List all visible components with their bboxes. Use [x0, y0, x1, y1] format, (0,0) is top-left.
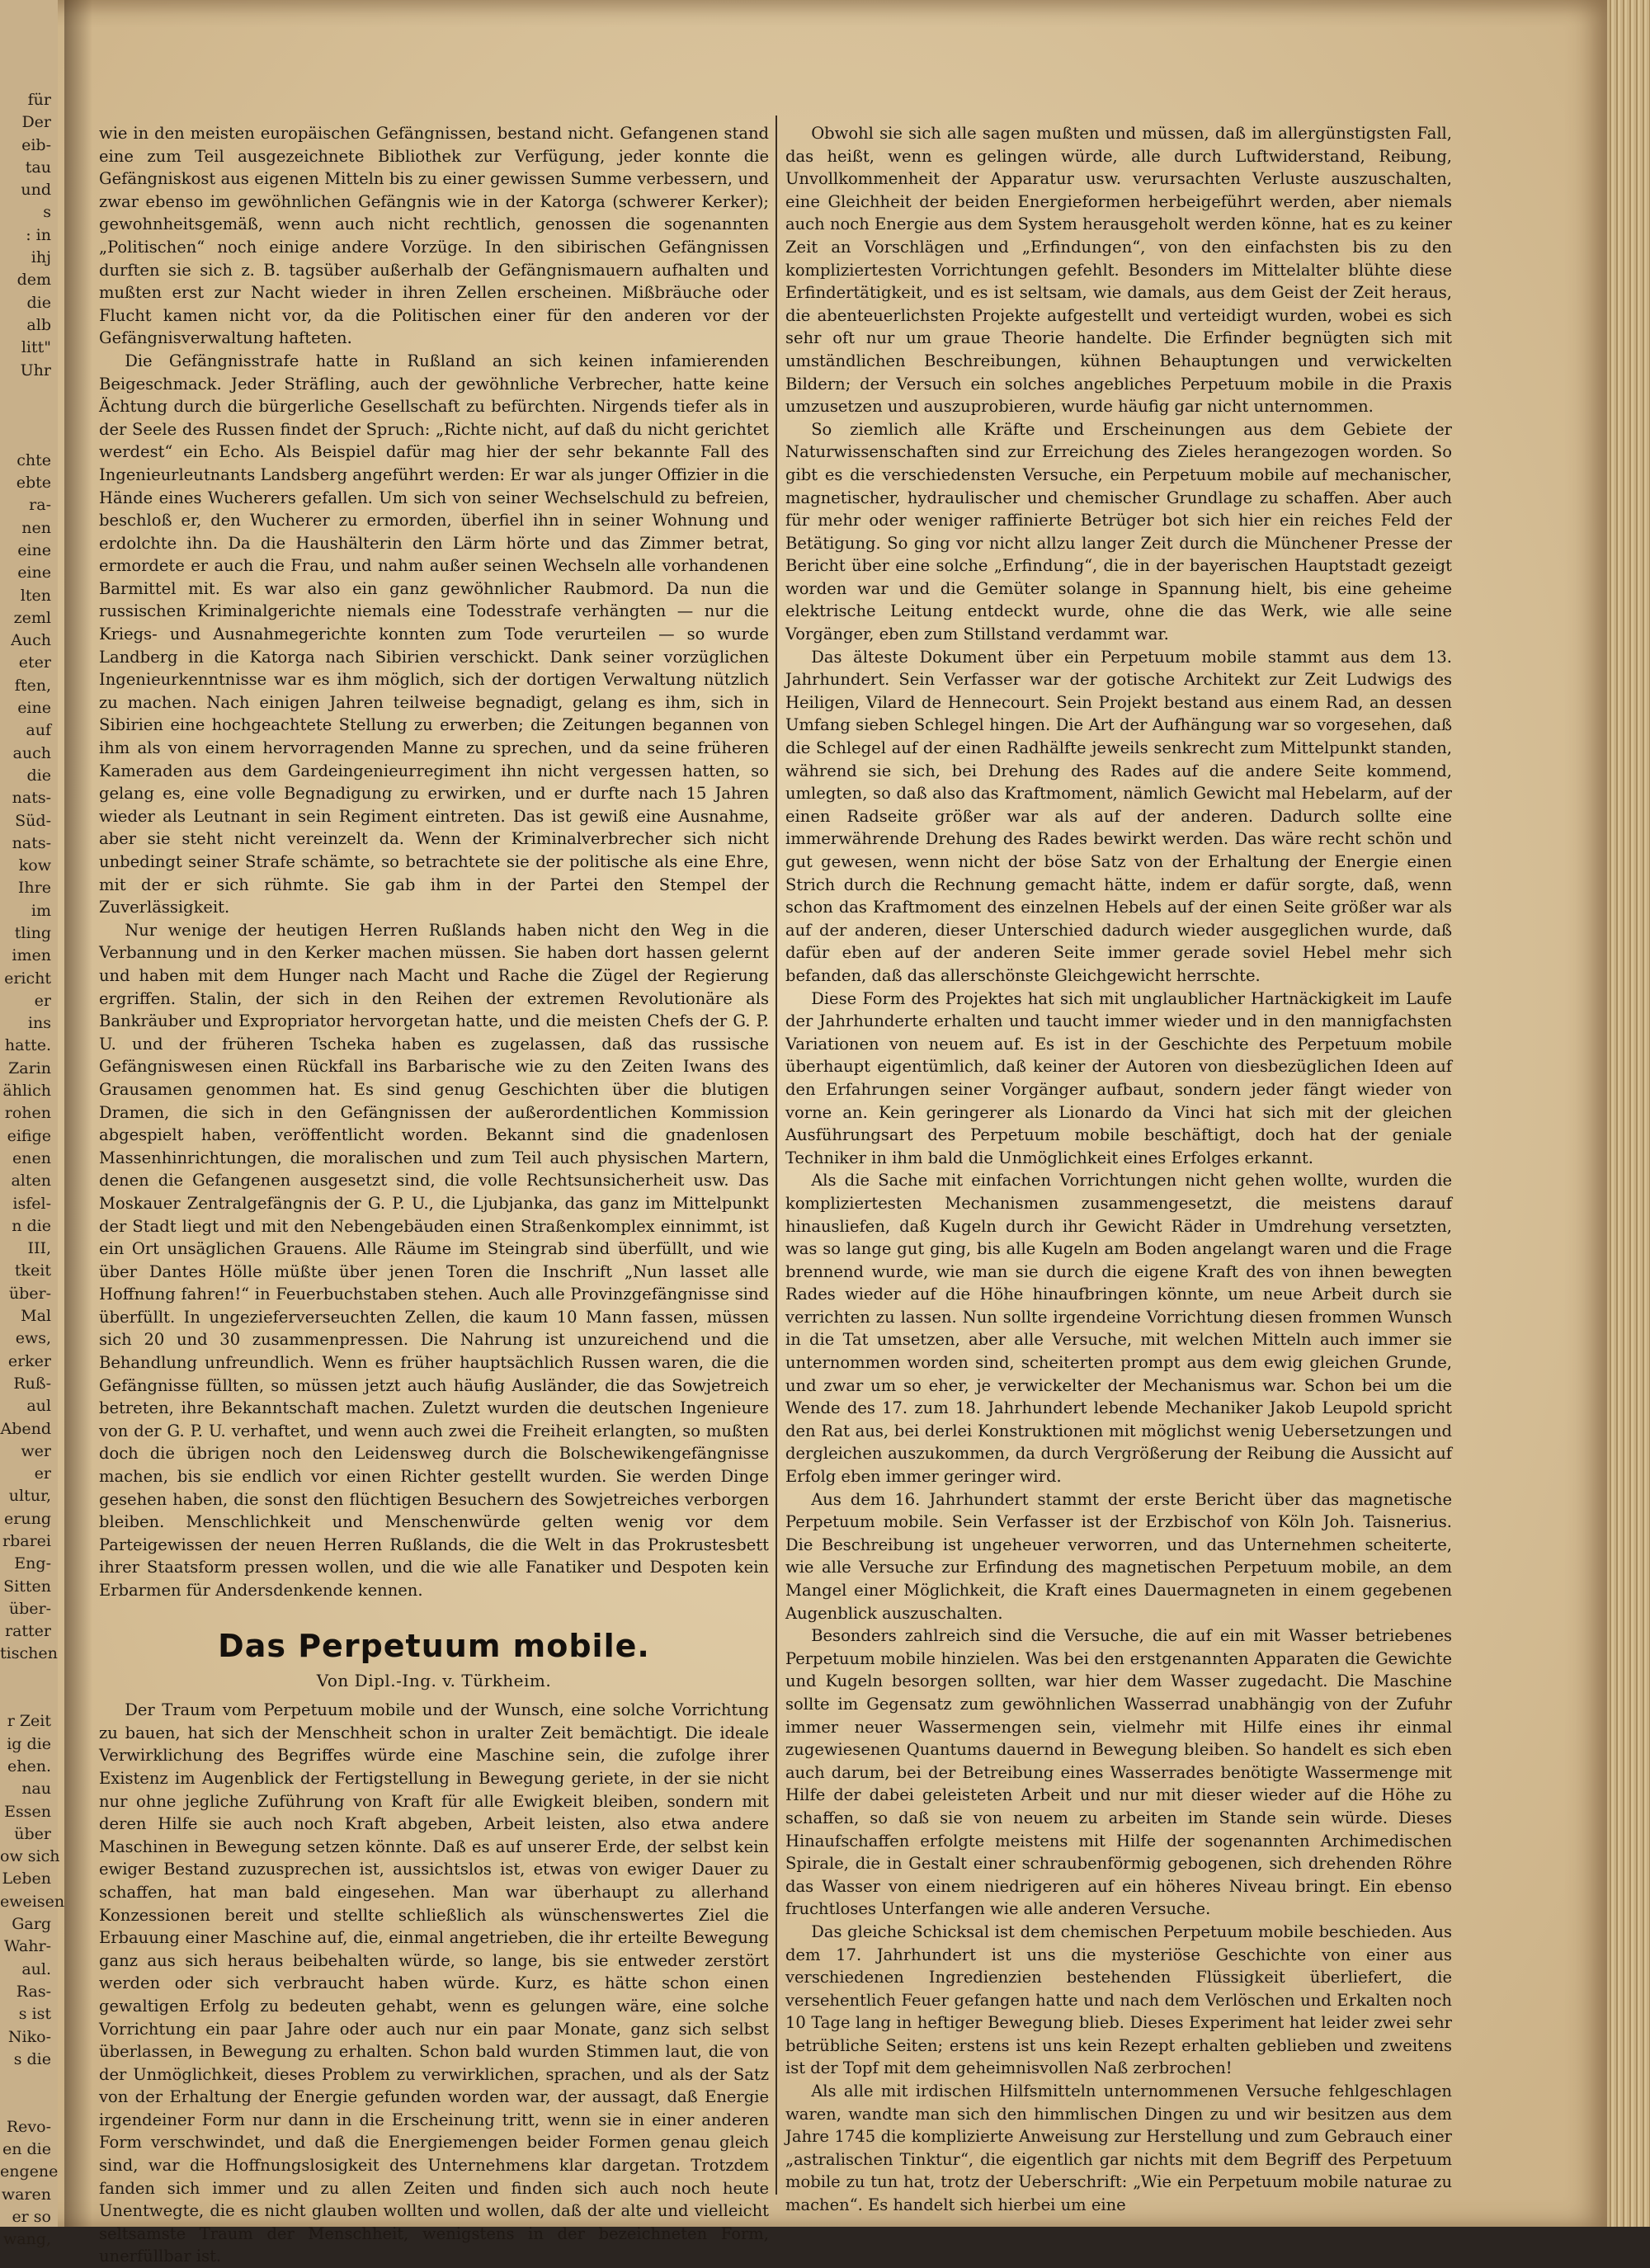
- margin-fragment: für: [27, 91, 51, 109]
- article-title: Das Perpetuum mobile.: [218, 1627, 650, 1664]
- margin-fragment: tkeit: [14, 1261, 51, 1280]
- margin-fragment: wer: [21, 1441, 51, 1460]
- left-paragraph-2: Die Gefängnisstrafe hatte in Rußland an sich keinen infamierenden Beigeschmack. Jeder Sträfling, auch der gewöhnliche Verbrecher, hatte keine Ächtung durch die bürgerliche Gesellschaft zu befürchten. Nirgends tiefer als in der Seele des Russen findet der Spruch: „Richte nicht, auf daß du nicht gerichtet werdest“ ein Echo. Als Beispiel dafür mag hier der sehr bekannte Fall des Ingenieurleutnants Landsberg angeführt werden: Er war als junger Offizier in die Hände eines Wucherers gefallen. Um sich von seiner Wechselschuld zu befreien, beschloß er, den Wucherer zu ermorden, überfiel ihn in seiner Wohnung und erdolchte ihn. Da die Haushälterin den Lärm hörte und das Zimmer betrat, ermordete er auch die Frau, und nahm außer seinen Wechseln alle vorhandenen Barmittel mit. Es war also ein ganz gewöhnlicher Raubmord. Da nun die russischen Kriminalgerichte niemals eine Todesstrafe verhängten — nur die Kriegs- und Ausnahmegerichte konnten zum Tode verurteilen — so wurde Landberg in die Katorga nach Sibirien verschickt. Dank seiner vorzüglichen Ingenieurkenntnisse war es ihm möglich, sich der dortigen Verwaltung nützlich zu machen. Nach einigen Jahren teilweise begnadigt, gelang es ihm, sich in Sibirien eine hochgeachtete Stellung zu erwerben; die Zeitungen begannen von ihm als von einem hervorragenden Manne zu sprechen, und da seine früheren Kameraden aus dem Gardeingenieurregiment ihn nicht vergessen hatten, so gelang es, eine volle Begnadigung zu erwirken, und er durfte nach 15 Jahren wieder als Leutnant in sein Regiment eintreten. Das ist gewiß eine Ausnahme, aber sie steht nicht vereinzelt da. Wenn der Kriminalverbrecher sich nicht unbedingt seiner Strafe schämte, so betrachtete sie der politische als eine Ehre, mit der er sich rühmte. Sie gab ihm in der Partei den Stempel der Zuverlässigkeit.: [99, 351, 769, 917]
- margin-fragment: Mal: [21, 1307, 51, 1326]
- margin-fragment: ews,: [15, 1329, 51, 1348]
- margin-fragment: [0, 1666, 51, 1688]
- margin-fragment: tau: [25, 158, 51, 177]
- margin-fragment: alb: [26, 315, 51, 334]
- margin-fragment: im: [31, 901, 51, 920]
- margin-fragment: Der: [21, 113, 51, 132]
- margin-fragment: [0, 404, 51, 427]
- right-column: [785, 122, 1452, 2215]
- margin-fragment: Ruß-: [13, 1374, 51, 1393]
- margin-fragment: chte: [16, 450, 51, 469]
- margin-fragment: er: [34, 991, 51, 1010]
- margin-fragment: ählich: [2, 1082, 51, 1101]
- margin-fragment: [0, 1688, 51, 1710]
- margin-fragment: hatte.: [4, 1036, 51, 1055]
- margin-fragment: eib-: [21, 135, 51, 154]
- left-column: [99, 122, 769, 2266]
- margin-fragment: ericht: [4, 969, 51, 988]
- margin-fragment: isfel-: [12, 1194, 51, 1213]
- margin-fragment: ihj: [31, 248, 51, 267]
- margin-fragment: er so: [12, 2207, 51, 2226]
- margin-fragment: erung: [4, 1509, 51, 1528]
- margin-fragment: s ist: [18, 2005, 51, 2024]
- margin-fragment: eine: [17, 699, 51, 718]
- margin-fragment: Ihre: [17, 879, 51, 898]
- binding-gutter-shadow: [64, 0, 92, 2227]
- right-paragraph-8: Das gleiche Schicksal ist dem chemischen Perpetuum mobile beschieden. Aus dem 17. Jahrhundert ist uns die mysteriöse Geschichte von einer aus verschiedenen Ingredienzien bestehenden Flüssigkeit überliefert, die versehentlich Feuer gefangen hatte und nach dem Verlöschen und Erkalten noch 10 Tage lang in heftiger Bewegung blieb. Dieses Experiment hat leider zwei sehr betrübliche Seiten; erstens ist uns kein Rezept erhalten geblieben und zweitens ist der Topf mit dem geheimnisvollen Naß zerbrochen!: [785, 1921, 1452, 2078]
- margin-fragment: kow: [18, 856, 51, 875]
- margin-fragment: Zarin: [8, 1059, 51, 1077]
- margin-fragment: die: [26, 766, 51, 785]
- margin-fragment: ratter: [4, 1622, 51, 1641]
- margin-fragment: nats-: [12, 789, 51, 808]
- margin-fragment: Niko-: [7, 2027, 51, 2046]
- margin-fragment: Essen: [4, 1802, 51, 1821]
- margin-fragment: Sitten: [3, 1577, 51, 1596]
- margin-fragment: n die: [12, 1216, 51, 1235]
- margin-fragment: über-: [8, 1599, 51, 1618]
- right-paragraph-7: Besonders zahlreich sind die Versuche, die auf ein mit Wasser betriebenes Perpetuum mobile hinzielen. Was bei den erstgenannten Apparaten die Gewichte und Kugeln besorgen sollten, war hier dem Wasser zugedacht. Die Maschine sollte im Gegensatz zum gewöhnlichen Wasserrad unabhängig von der Zufuhr immer neuer Wassermengen sein, vielmehr mit Hilfe eines ihr einmal zugewiesenen Quantums dauernd in Bewegung bleiben. So handelt es sich eben auch darum, bei der Betreibung eines Wasserrades benötigte Wassermenge mit Hilfe der dabei geleisteten Arbeit und nur mit dieser wieder auf die Höhe zu schaffen, so daß sie von neuem zu arbeiten im Stande sein würde. Dieses Hinaufschaffen erfolgte meistens mit Hilfe der sogenannten Archimedischen Spirale, die in Gestalt einer schraubenförmig gebogenen, sich drehenden Röhre das Wasser von einem niedrigeren auf ein höheres Niveau bringt. Ein ebenso fruchtloses Unterfangen wie alle anderen Versuche.: [785, 1626, 1452, 1919]
- margin-fragment: ften,: [14, 676, 51, 695]
- right-paragraph-3: Das älteste Dokument über ein Perpetuum mobile stammt aus dem 13. Jahrhundert. Sein Verfasser war der gotische Architekt zur Zeit Ludwigs des Heiligen, Vilard de Hennecourt. Sein Projekt bestand aus einem Rad, an dessen Umfang sieben Schlegel hingen. Die Art der Aufhängung war so vorgesehen, daß die Schlegel auf der einen Radhälfte jeweils senkrecht zum Mittelpunkt standen, während sie sich, bei Drehung des Rades auf die andere Seite kommend, umlegten, so daß also das Kraftmoment, nämlich Gewicht mal Hebelarm, auf der einen Radseite größer war als auf der anderen. Dadurch sollte eine immerwährende Drehung des Rades bewirkt werden. Das wäre recht schön und gut gewesen, wenn nicht der böse Satz von der Erhaltung der Energie einen Strich durch die Rechnung gemacht hätte, indem er dafür sorgte, daß, wenn schon das Kraftmoment des einzelnen Hebels auf der einen Seite größer war als auf der anderen, dieser Unterschied dadurch wieder ausgeglichen wurde, daß dafür eben auf der anderen Seite immer gerade soviel Hebel mehr sich befanden, daß das allerschönste Gleichgewicht herrschte.: [785, 647, 1452, 985]
- left-paragraph-1: wie in den meisten europäischen Gefängnissen, bestand nicht. Gefangenen stand eine zum Teil ausgezeichnete Bibliothek zur Verfügung, jeder konnte die Gefängniskost aus eigenen Mitteln bis zu einer gewissen Summe verbessern, und zwar ebenso im gewöhnlichen Gefängnis wie in der Katorga (schwerer Kerker); gewohnheitsgemäß, wenn auch nicht rechtlich, genossen die sogenannten „Politischen“ noch einige andere Vorzüge. In den sibirischen Gefängnissen durften sie sich z. B. tagsüber außerhalb der Gefängnismauern aufhalten und mußten erst zur Nacht wieder in ihren Zellen erscheinen. Mißbräuche oder Flucht kamen nicht vor, da die Politischen einer für den anderen vor der Gefängnisverwaltung hafteten.: [99, 124, 769, 348]
- right-paragraph-5: Als die Sache mit einfachen Vorrichtungen nicht gehen wollte, wurden die kompliziertesten Mechanismen zusammengesetzt, die meistens darauf hinausliefen, daß Kugeln durch ihr Gewicht Räder in Umdrehung versetzten, was so lange gut ging, bis alle Kugeln am Boden angelangt waren und die Frage brennend wurde, wie man sie durch die eigene Kraft des von ihnen bewegten Rades wieder auf die Höhe hinaufbringen könnte, um neue Arbeit durch sie verrichten zu lassen. Nun sollte irgendeine Vorrichtung diesen frommen Wunsch in die Tat umsetzen, aber alle Versuche, mit welchen Mitteln auch immer sie unternommen worden sind, scheiterten prompt aus dem ewig gleichen Grunde, und zwar um so eher, je verwickelter der Mechanismus war. Schon bei um die Wende des 17. zum 18. Jahrhundert lebende Mechaniker Jakob Leupold spricht den Rat aus, bei derlei Konstruktionen mit möglichst wenig Uebersetzungen und dergleichen auszukommen, da durch Vergrößerung der Reibung die Aussicht auf Erfolg eben immer geringer wird.: [785, 1171, 1452, 1487]
- margin-fragment: Ras-: [16, 1982, 51, 2001]
- right-paragraph-6: Aus dem 16. Jahrhundert stammt der erste Bericht über das magnetische Perpetuum mobile. Sein Verfasser ist der Erzbischof von Köln Joh. Taisnerius. Die Beschreibung ist ungeheuer verworren, und das Unternehmen scheiterte, wie alle Versuche zur Erfindung des magnetischen Perpetuum mobile, an dem Mangel einer Möglichkeit, die Kraft eines Dauermagneten in einem gegebenen Augenblick auszuschalten.: [785, 1489, 1452, 1623]
- previous-page-margin-text: [0, 89, 65, 2249]
- margin-fragment: ow sich: [0, 1847, 60, 1866]
- margin-fragment: eifige: [7, 1126, 51, 1145]
- margin-fragment: Leben: [2, 1870, 51, 1888]
- article-paragraph-1: Der Traum vom Perpetuum mobile und der Wunsch, eine solche Vorrichtung zu bauen, hat sich der Menschheit schon in uralter Zeit bemächtigt. Die ideale Verwirklichung des Begriffes würde eine Maschine sein, die zufolge ihrer Existenz im Augenblick der Fertigstellung in Bewegung geriete, in der sie nicht nur ohne jegliche Zuführung von Kraft für alle Ewigkeit bleiben, sondern mit deren Hilfe sie auch noch Kraft abgeben, Arbeit leisten, also etwa andere Maschinen in Bewegung setzen könnte. Daß es auf unserer Erde, der selbst kein ewiger Bestand zuzusprechen ist, aussichtslos ist, etwas von ewiger Dauer zu schaffen, hat man bald eingesehen. Man war überhaupt zu allerhand Konzessionen bereit und stellte schließlich als wünschenswertes Ziel die Erbauung einer Maschine auf, die, einmal angetrieben, die ihr erteilte Bewegung ganz aus sich heraus beibehalten würde, so lange, bis sie entweder zerstört werden oder sich verbraucht haben würde. Kurz, es hätte schon einen gewaltigen Erfolg zu bedeuten gehabt, wenn es gelungen wäre, eine solche Vorrichtung ein paar Jahre oder auch nur ein paar Monate, ganz sich selbst überlassen, in Bewegung zu erhalten. Schon bald wurden Stimmen laut, die von der Unmöglichkeit, dieses Problem zu verwirklichen, sprachen, und als der Satz von der Erhaltung der Energie gefunden worden war, der aussagt, daß Energie irgendeiner Form nur dann in die Erscheinung tritt, wenn sie in einer anderen Form verschwindet, und daß die Energiemengen beider Formen genau gleich sind, war die Hoffnungslosigkeit des Unternehmens klar dargetan. Trotzdem fanden sich immer und zu allen Zeiten und finden sich auch noch heute Unentwegte, die es nicht glauben wollten und wollen, daß der alte und vielleicht seltsamste Traum der Menschheit, wenigstens in der bezeichneten Form, unerfüllbar ist.: [99, 1700, 769, 2266]
- right-paragraph-2: So ziemlich alle Kräfte und Erscheinungen aus dem Gebiete der Naturwissenschaften sind zur Erreichung des Zieles herangezogen worden. So gibt es die verschiedensten Versuche, ein Perpetuum mobile auf mechanischer, magnetischer, hydraulischer und chemischer Grundlage zu schaffen. Aber auch für mehr oder weniger raffinierte Betrüger bot sich hier ein reiches Feld der Betätigung. So ging vor nicht allzu langer Zeit durch die Münchener Presse der Bericht über eine solche „Erfindung“, die in der bayerischen Hauptstadt gezeigt worden war und die Gemüter solange in Spannung hielt, bis eine geheime elektrische Leitung entdeckt wurde, ohne die das Werk, wie alle seine Vorgänger, eben zum Stillstand verdammt war.: [785, 419, 1452, 644]
- margin-fragment: ra-: [29, 496, 51, 515]
- margin-fragment: Süd-: [15, 811, 51, 830]
- margin-fragment: eine: [17, 563, 51, 582]
- margin-fragment: eter: [18, 653, 51, 672]
- previous-page-strip: [0, 0, 65, 2249]
- right-paragraph-9: Als alle mit irdischen Hilfsmitteln unternommenen Versuche fehlgeschlagen waren, wandte man sich den himmlischen Dingen zu und wir besitzen aus dem Jahre 1745 die komplizierte Anweisung zur Herstellung und zum Gebrauch einer „astralischen Tinktur“, die eigentlich gar nichts mit dem Begriff des Perpetuum mobile zu tun hat, trotz der Ueberschrift: „Wie ein Perpetuum mobile naturae zu machen“. Es handelt sich hierbei um eine: [785, 2082, 1452, 2215]
- margin-fragment: tischen: [0, 1644, 58, 1663]
- column-divider: [776, 116, 777, 2195]
- margin-fragment: und: [21, 181, 51, 200]
- margin-fragment: [0, 2093, 51, 2115]
- margin-fragment: ig die: [7, 1734, 51, 1753]
- margin-fragment: litt": [21, 338, 51, 357]
- margin-fragment: erker: [7, 1351, 51, 1370]
- margin-fragment: ultur,: [8, 1487, 51, 1506]
- margin-fragment: Eng-: [14, 1554, 51, 1573]
- margin-fragment: [0, 382, 51, 404]
- margin-fragment: imen: [12, 946, 51, 965]
- margin-fragment: Abend: [0, 1419, 51, 1438]
- margin-fragment: aul.: [21, 1959, 51, 1978]
- margin-fragment: nau: [21, 1780, 51, 1799]
- margin-fragment: Auch: [11, 631, 51, 650]
- margin-fragment: über: [14, 1824, 51, 1843]
- margin-fragment: auf: [26, 721, 51, 740]
- margin-fragment: über-: [8, 1284, 51, 1303]
- margin-fragment: alten: [11, 1172, 51, 1191]
- margin-fragment: ebte: [16, 474, 51, 493]
- margin-fragment: enen: [12, 1148, 51, 1167]
- margin-fragment: rohen: [4, 1104, 51, 1123]
- margin-fragment: zeml: [13, 608, 51, 627]
- margin-fragment: s die: [13, 2049, 51, 2068]
- right-paragraph-4: Diese Form des Projektes hat sich mit unglaublicher Hartnäckigkeit im Laufe der Jahrhunderte erhalten und taucht immer wieder und in den mannigfachsten Variationen von neuem auf. Es ist in der Geschichte des Perpetuum mobile überhaupt eigentümlich, daß keiner der Autoren von diesbezüglichen Ideen auf den Erfahrungen seiner Vorgänger aufbaut, sondern jeder fängt wieder von vorne an. Kein geringerer als Lionardo da Vinci hat sich mit der gleichen Ausführungsart des Perpetuum mobile beschäftigt, doch hat der geniale Techniker in ihm bald die Unmöglichkeit eines Erfolges erkannt.: [785, 988, 1452, 1167]
- margin-fragment: Wahr-: [4, 1937, 51, 1956]
- margin-fragment: lten: [20, 586, 51, 605]
- margin-fragment: rbarei: [2, 1532, 51, 1550]
- margin-fragment: Revo-: [6, 2117, 51, 2136]
- margin-fragment: eine: [17, 540, 51, 559]
- margin-fragment: [0, 427, 51, 449]
- margin-fragment: : in: [26, 225, 51, 244]
- margin-fragment: eweisen: [0, 1892, 65, 1911]
- margin-fragment: en die: [2, 2140, 51, 2159]
- margin-fragment: Uhr: [20, 361, 51, 380]
- margin-fragment: r Zeit: [7, 1712, 51, 1731]
- margin-fragment: aul: [26, 1397, 51, 1416]
- margin-fragment: III,: [27, 1239, 51, 1258]
- margin-fragment: er: [34, 1464, 51, 1483]
- margin-fragment: ins: [27, 1014, 51, 1033]
- margin-fragment: tling: [14, 923, 51, 942]
- margin-fragment: die: [26, 293, 51, 312]
- margin-fragment: wang,: [2, 2230, 51, 2249]
- margin-fragment: Garg: [12, 1915, 51, 1934]
- margin-fragment: waren: [1, 2185, 51, 2204]
- margin-fragment: auch: [12, 743, 51, 762]
- margin-fragment: ehen.: [7, 1756, 51, 1775]
- book-page-edges: [1607, 0, 1650, 2227]
- margin-fragment: s: [43, 203, 51, 222]
- article-byline: Von Dipl.-Ing. v. Türkheim.: [316, 1670, 552, 1690]
- margin-fragment: [0, 2071, 51, 2093]
- margin-fragment: nats-: [12, 833, 51, 852]
- margin-fragment: nen: [21, 518, 51, 537]
- margin-fragment: dem: [16, 271, 51, 290]
- left-paragraph-3: Nur wenige der heutigen Herren Rußlands haben nicht den Weg in die Verbannung und in den Kerker machen müssen. Sie haben dort hassen gelernt und haben mit dem Hunger nach Macht und Rache die Zügel der Regierung ergriffen. Stalin, der sich in den Reihen der extremen Revolutionäre als Bankräuber und Expropriator hervorgetan hatte, und die meisten Chefs der G. P. U. und der früheren Tscheka haben es zugelassen, daß das russische Gefängniswesen einen Rückfall ins Barbarische wie zu den Zeiten Iwans des Grausamen genommen hat. Es sind genug Geschichten über die blutigen Dramen, die sich in den Gefängnissen der außerordentlichen Kommission abgespielt haben, veröffentlicht worden. Bekannt sind die gnadenlosen Massenhinrichtungen, die moralischen und zum Teil auch physischen Martern, denen die Gefangenen ausgesetzt sind, die volle Rechtsunsicherheit usw. Das Moskauer Zentralgefängnis der G. P. U., die Ljubjanka, das ganz im Mittelpunkt der Stadt liegt und mit den Nebengebäuden einen Straßenkomplex einnimmt, ist ein Ort unsäglichen Grauens. Alle Räume im Steingrab sind überfüllt, und wie über Dantes Hölle müßte über jenen Toren die Inschrift „Nun lasset alle Hoffnung fahren!“ in Feuerbuchstaben stehen. Auch alle Provinzgefängnisse sind überfüllt. In ungezieferverseuchten Zellen, die kaum 10 Mann fassen, müssen sich 20 und 30 zusammenpressen. Die Nahrung ist unzureichend und die Behandlung unfreundlich. Wenn es früher hauptsächlich Russen waren, die die Gefängnisse füllten, so müssen jetzt auch häufig Ausländer, die das Sowjetreich betreten, ihre Bekanntschaft machen. Zuletzt wurden die deutschen Ingenieure von der G. P. U. verhaftet, und wenn auch zwei die Freiheit erlangten, so mußten doch die übrigen noch den Leidensweg durch die Bolschewikengefängnisse machen, bis sie endlich vor einen Richter gestellt wurden. Sie werden Dinge gesehen haben, die sonst den flüchtigen Besuchern des Sowjetreiches verborgen bleiben. Menschlichkeit und Menschenwürde gelten wenig vor dem Parteigewissen der neuen Herren Rußlands, die die Welt in das Prokrustesbett ihrer Staatsform pressen wollen, und die wie alle Fanatiker und Despoten kein Erbarmen für Andersdenkende kennen.: [99, 920, 769, 1600]
- right-paragraph-1: Obwohl sie sich alle sagen mußten und müssen, daß im allergünstigsten Fall, das heißt, wenn es gelingen würde, alle durch Luftwiderstand, Reibung, Unvollkommenheit der Apparatur usw. verursachten Verluste auszuschalten, eine Gleichheit der beiden Energieformen herbeigeführt werden, aber niemals auch noch Energie aus dem System herausgeholt werden könne, hat es zu keiner Zeit an Vorschlägen und „Erfindungen“, von den einfachsten bis zu den kompliziertesten Vorrichtungen gefehlt. Besonders im Mittelalter blühte diese Erfindertätigkeit, und es ist seltsam, wie damals, aus dem Geist der Zeit heraus, die abenteuerlichsten Projekte aufgestellt und verteidigt wurden, wobei es sich sehr oft nur um graue Theorie handelte. Die Erfinder begnügten sich mit umständlichen Beschreibungen, kühnen Behauptungen und verwickelten Bildern; der Versuch ein solches angebliches Perpetuum mobile in die Praxis umzusetzen und auszuprobieren, wurde häufig gar nicht unternommen.: [785, 124, 1452, 417]
- margin-fragment: engene: [0, 2162, 59, 2181]
